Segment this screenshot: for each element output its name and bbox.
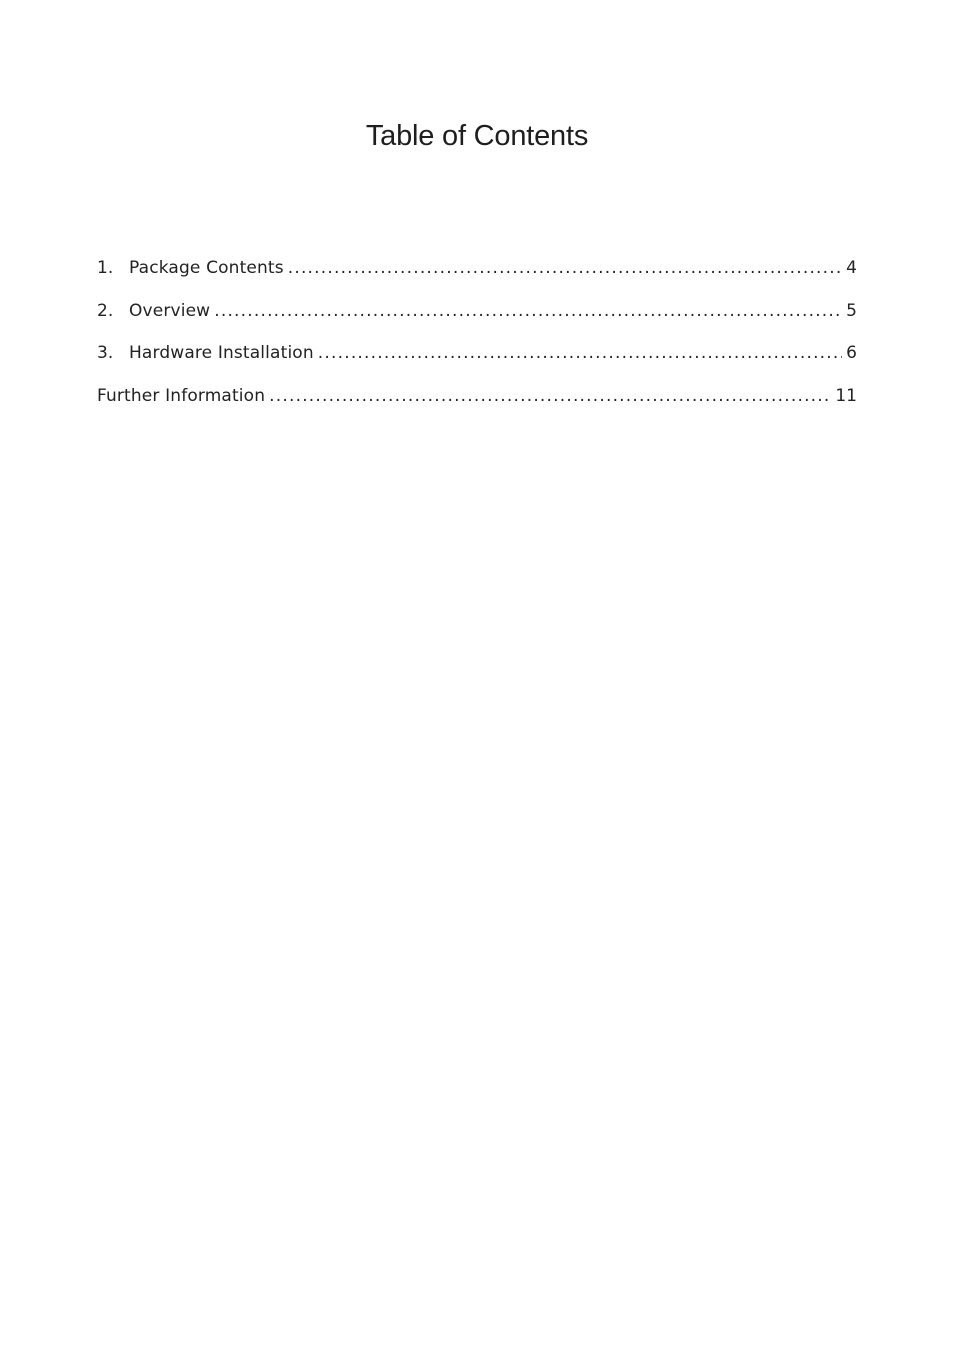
page-title: Table of Contents [365, 120, 589, 152]
toc-entry-label: Overview [129, 300, 211, 321]
toc-entry-page: 6 [846, 343, 857, 363]
toc-dot-leader [288, 258, 842, 278]
toc-entry-number: 1. [97, 258, 114, 278]
toc-entry-label: Hardware Installation [129, 343, 314, 363]
toc-dot-leader [214, 301, 842, 321]
toc-entry-number: 2. [97, 300, 114, 321]
toc-entry-page: 5 [846, 300, 857, 321]
toc-entry-label: Package Contents [129, 258, 284, 278]
toc-entry-package-contents[interactable] [97, 258, 857, 301]
toc-list [97, 258, 857, 428]
toc-entry-hardware-installation[interactable] [97, 343, 857, 386]
toc-entry-label: Further Information [97, 385, 266, 406]
toc-entry-page: 11 [835, 385, 857, 406]
toc-entry-overview[interactable] [97, 301, 857, 344]
toc-entry-page: 4 [846, 258, 857, 278]
toc-dot-leader [318, 343, 842, 363]
toc-entry-further-information[interactable] [97, 386, 857, 429]
toc-dot-leader [269, 386, 831, 406]
toc-entry-number: 3. [97, 343, 114, 363]
